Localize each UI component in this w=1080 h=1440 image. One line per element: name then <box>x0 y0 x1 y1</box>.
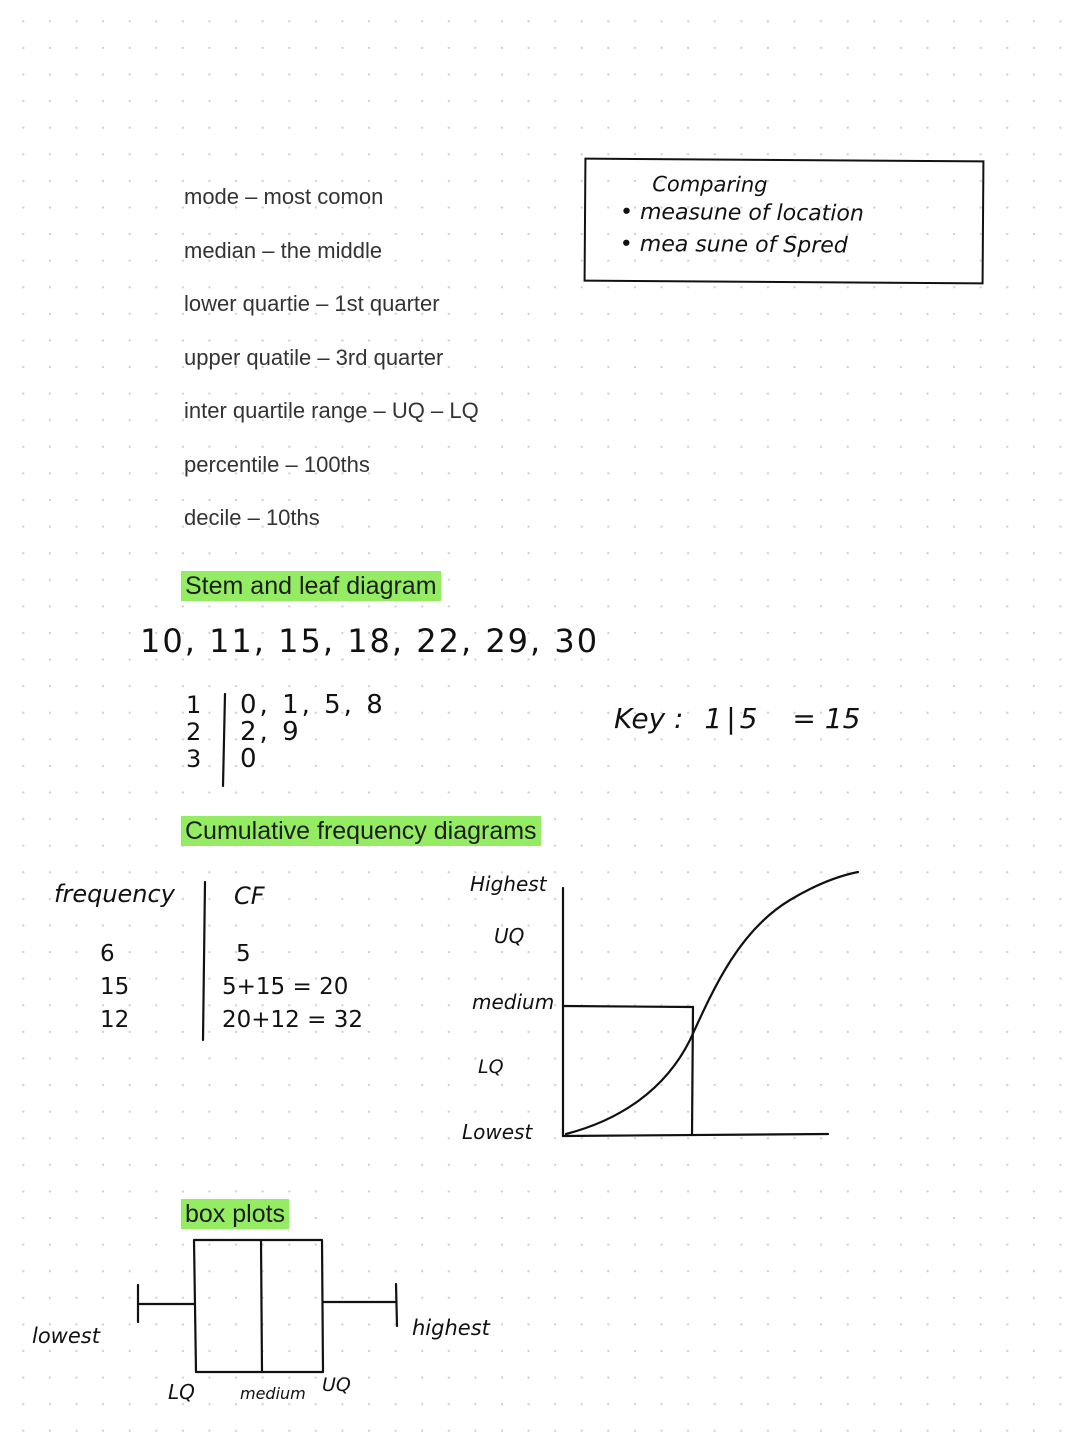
stem-leaf-divider <box>223 694 225 786</box>
definition-decile: decile – 10ths <box>184 505 320 530</box>
box-label-lq: LQ <box>168 1380 195 1404</box>
graph-label-highest: Highest <box>470 872 547 896</box>
definition-percentile: percentile – 100ths <box>184 452 370 477</box>
box-plot-upper-cap <box>396 1284 397 1326</box>
box-label-highest: highest <box>412 1316 490 1340</box>
definition-mode: mode – most comon <box>184 184 384 209</box>
frequency-values: 6 15 12 <box>100 941 130 1033</box>
bullet-icon: • <box>619 231 633 257</box>
definition-median: median – the middle <box>184 238 383 263</box>
box-label-uq: UQ <box>322 1374 351 1396</box>
graph-label-median: medium <box>472 990 555 1014</box>
graph-label-lowest: Lowest <box>462 1120 533 1144</box>
comparing-title: Comparing <box>652 172 768 197</box>
median-guide-vertical <box>692 1007 693 1135</box>
frequency-header: frequency <box>54 880 175 908</box>
box-label-median: medium <box>240 1384 306 1403</box>
cf-values: 5 5+15 = 20 20+12 = 32 <box>222 941 363 1033</box>
bullet-icon: • <box>619 199 634 225</box>
cf-graph-x-axis <box>563 1134 828 1136</box>
graph-label-uq: UQ <box>494 924 525 948</box>
cf-table-divider <box>203 882 205 1040</box>
box-label-lowest: lowest <box>32 1324 100 1348</box>
box-plot-box <box>194 1240 323 1372</box>
median-guide-horizontal <box>563 1006 693 1007</box>
graph-label-lq: LQ <box>478 1056 504 1078</box>
stem-leaf-heading: Stem and leaf diagram <box>181 571 441 601</box>
comparing-bullet-location: • measune of location <box>619 199 864 227</box>
cf-curve <box>566 872 858 1134</box>
definition-iqr: inter quartile range – UQ – LQ <box>184 398 479 423</box>
definition-upper-quartile: upper quatile – 3rd quarter <box>184 345 444 370</box>
stem-column: 1 2 3 <box>186 691 202 773</box>
stem-leaf-key: Key : 1 | 5 = 15 <box>614 702 861 735</box>
definition-lower-quartile: lower quartie – 1st quarter <box>184 291 440 316</box>
stem-leaf-data-line: 10, 11, 15, 18, 22, 29, 30 <box>140 622 600 660</box>
box-plot-median-line <box>261 1240 262 1372</box>
cumulative-heading: Cumulative frequency diagrams <box>181 816 541 846</box>
box-plots-heading: box plots <box>181 1199 289 1229</box>
cf-header: CF <box>234 882 265 910</box>
comparing-bullet-spread: • mea sune of Spred <box>619 231 848 259</box>
leaf-column: 0, 1, 5, 8 2, 9 0 <box>240 690 386 774</box>
